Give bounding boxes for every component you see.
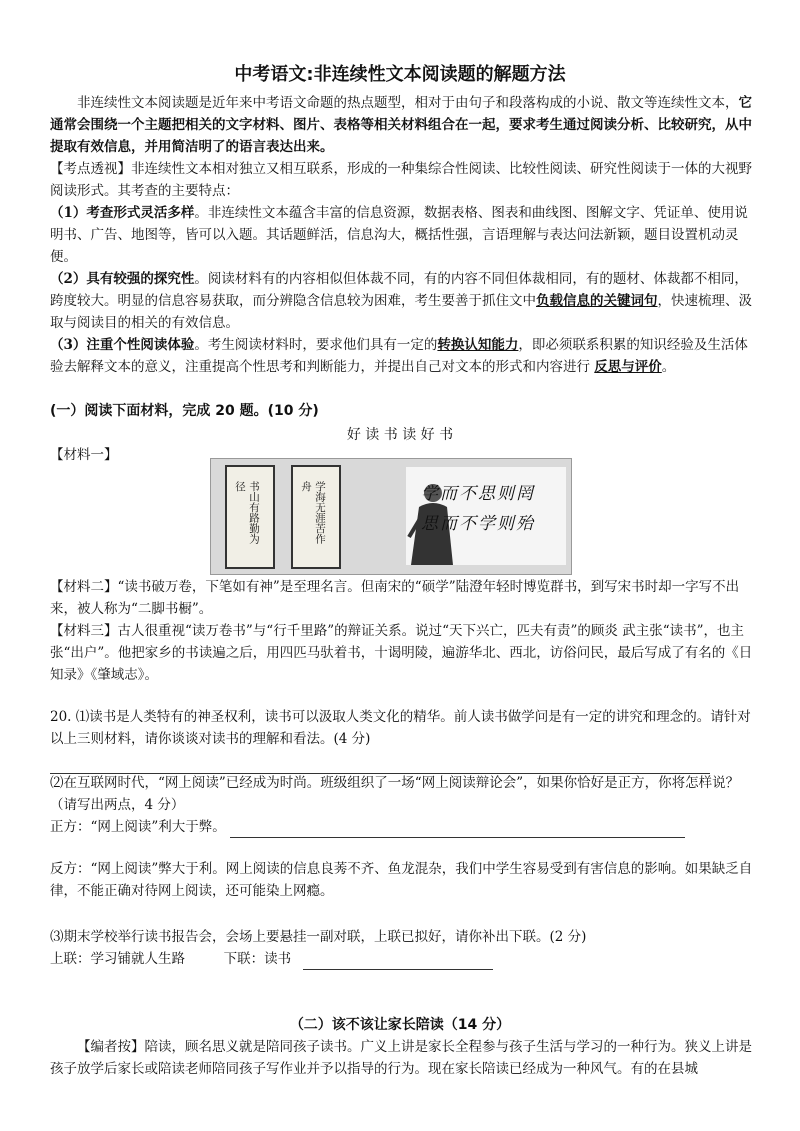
point-2-text-b: ，快速梳理、汲取与阅读目的相关的有效信息。 [50, 293, 752, 331]
point-1 [50, 202, 755, 268]
intro-bold-text: 它通常会围绕一个主题把相关的文字材料、图片、表格等相关材料组合在一起，要求考生通过阅读分析、比较研究，从中提取有效信息，并用简洁明了的语言表达出来。 [50, 95, 752, 155]
xialian-label: 下联：读书 [223, 951, 292, 967]
point-3-key-2: 反思与评价 [594, 359, 662, 375]
answer-line-20-1[interactable] [50, 752, 755, 774]
material-3: 【材料三】古人很重视“读万卷书”与“行千里路”的辩证关系。说过“天下兴亡，匹夫有责”的顾炎 武主张“读书”，也主张“出户”。他把家乡的书读遍之后，用四匹马驮着书，十谒明陵，遍游华北、西北，访俗问民，最后写成了有名的《日知录》《肇域志》。 [50, 623, 753, 683]
scroll-left-text: 书山有路勤为径 [234, 481, 260, 544]
point-3 [50, 334, 755, 378]
xialian-answer-blank[interactable] [303, 955, 493, 970]
shanglian: 上联：学习铺就人生路 [50, 951, 185, 967]
editor-note: 【编者按】陪读，顾名思义就是陪同孩子读书。广义上讲是家长全程参与孩子生活与学习的一种行为。狭义上讲是孩子放学后家长或陪读老师陪同孩子写作业并予以指导的行为。现在家长陪读已经成为一种风气。有的在县城 [50, 1039, 752, 1077]
point-1-text: 。非连续性文本蕴含丰富的信息资源，数据表格、图表和曲线图、图解文字、凭证单、使用说明书、广告、地图等，皆可以入题。其话题鲜活，信息沟大，概括性强，言语理解与表达问法新颖，题目设置机动灵便。 [50, 205, 748, 265]
point-3-text-b: ，即必须联系积累的知识经验及生活体验去解释文本的意义，注重提高个性思考和判断能力，并提出自己对文本的形式和内容进行 [50, 337, 748, 375]
point-2 [50, 268, 755, 334]
point-3-key-1: 转换认知能力 [437, 337, 519, 353]
point-2-key: 负载信息的关键词句 [536, 293, 658, 309]
point-2-head: （2）具有较强的探究性 [50, 271, 195, 287]
page-title: 中考语文:非连续性文本阅读题的解题方法 [234, 64, 566, 85]
couplet-row [50, 948, 755, 970]
question-20-2: ⑵在互联网时代，“网上阅读”已经成为时尚。班级组织了一场“网上阅读辩论会”，如果你恰好是正方，你将怎样说？（请写出两点，4 分） [50, 775, 740, 813]
zhengfang-answer-blank[interactable] [230, 823, 685, 838]
quote-line-2: 思而不学则殆 [421, 514, 535, 534]
scroll-left [225, 465, 275, 569]
intro-paragraph [50, 92, 755, 158]
section-1-subtitle: 好 读 书 读 好 书 [346, 427, 454, 443]
question-20-3: ⑶期末学校举行读书报告会，会场上要悬挂一副对联，上联已拟好，请你补出下联。(2 分) [50, 929, 587, 945]
zhengfang-row [50, 816, 755, 838]
material-2: 【材料二】“读书破万卷，下笔如有神”是至理名言。但南宋的“硕学”陆澄年轻时博览群书，到写宋书时却一字写不出来，被人称为“二脚书橱”。 [50, 579, 740, 617]
point-1-head: （1）考查形式灵活多样 [50, 205, 195, 221]
fanfang-paragraph: 反方：“网上阅读”弊大于利。网上阅读的信息良莠不齐、鱼龙混杂，我们中学生容易受到有害信息的影响。如果缺乏自律，不能正确对待网上阅读，还可能染上网瘾。 [50, 861, 753, 899]
scroll-right [291, 465, 341, 569]
material-1-label: 【材料一】 [50, 447, 118, 463]
scroll-right-text: 学海无涯苦作舟 [300, 481, 326, 544]
question-20-1: 20. ⑴读书是人类特有的神圣权利，读书可以汲取人类文化的精华。前人读书做学问是有一定的讲究和理念的。请针对以上三则材料，请你谈谈对读书的理解和看法。(4 分) [50, 709, 751, 747]
quote-line-1: 学而不思则罔 [421, 484, 535, 504]
point-3-text-c: 。 [661, 359, 676, 375]
point-2-text-a: 。阅读材料有的内容相似但体裁不同，有的内容不同但体裁相同，有的题材、体裁都不相同，跨度较大。明显的信息容易获取，而分辨隐含信息较为困难，考生要善于抓住文中 [50, 271, 748, 309]
material-1-image [210, 458, 572, 575]
section-1-heading: (一）阅读下面材料，完成 20 题。(10 分) [50, 403, 319, 419]
intro-text: 非连续性文本阅读题是近年来中考语文命题的热点题型，相对于由句子和段落构成的小说、散文等连续性文本， [77, 95, 739, 111]
kaodian-paragraph: 【考点透视】非连续性文本相对独立又相互联系，形成的一种集综合性阅读、比较性阅读、研究性阅读于一体的大视野阅读形式。其考查的主要特点： [50, 161, 752, 199]
zhengfang-label: 正方：“网上阅读”利大于弊。 [50, 819, 226, 835]
point-3-head: （3）注重个性阅读体验 [50, 337, 195, 353]
point-3-text-a: 。考生阅读材料时，要求他们具有一定的 [194, 337, 438, 353]
section-2-heading: （二）该不该让家长陪读（14 分） [289, 1017, 511, 1033]
